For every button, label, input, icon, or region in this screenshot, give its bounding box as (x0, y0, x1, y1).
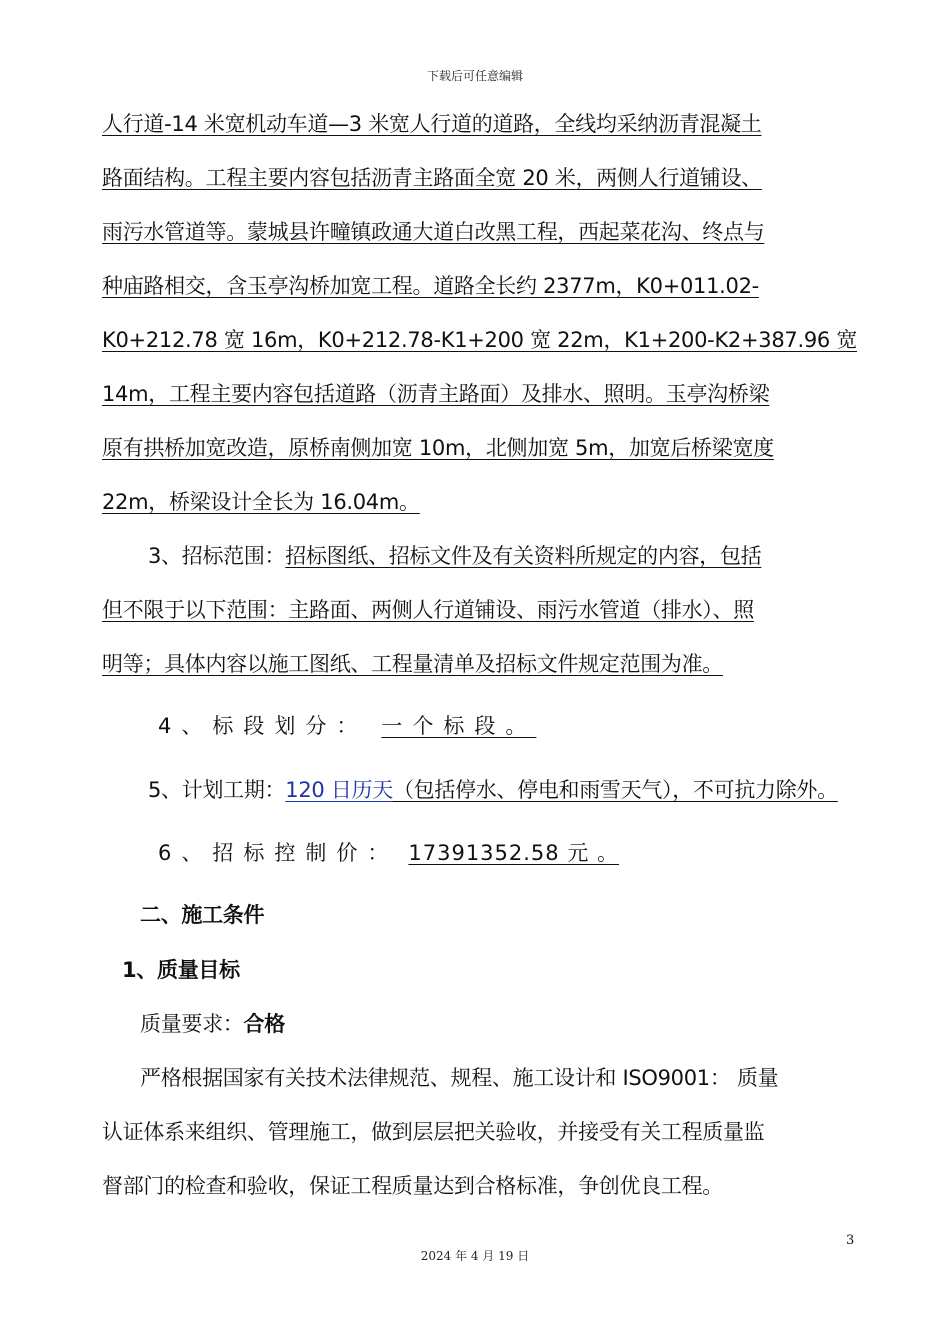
section-heading: 二、施工条件 (140, 903, 265, 927)
quality-text-line: 督部门的检查和验收，保证工程质量达到合格标准，争创优良工程。 (102, 1174, 723, 1198)
item-6-value: 17391352.58 元 。 (408, 841, 620, 865)
item-6 (158, 838, 619, 868)
quality-value: 合格 (243, 1012, 285, 1036)
page-number: 3 (846, 1233, 855, 1248)
item-6-label: 6、招标控制价： (158, 841, 399, 865)
paragraph-line: 路面结构。工程主要内容包括沥青主路面全宽 20 米，两侧人行道铺设、 (102, 166, 762, 190)
paragraph-line: 14m，工程主要内容包括道路（沥青主路面）及排水、照明。玉亭沟桥梁 (102, 382, 770, 406)
paragraph-line: K0+212.78 宽 16m，K0+212.78-K1+200 宽 22m，K1+200-K2+387.96 宽 (102, 328, 858, 352)
paragraph-line: 雨污水管道等。蒙城县许疃镇政通大道白改黑工程，西起菜花沟、终点与 (102, 220, 765, 244)
quality-label: 质量要求： (140, 1012, 244, 1036)
page-footer-date: 2024 年 4 月 19 日 (420, 1249, 530, 1263)
subsection-heading: 1、质量目标 (122, 958, 240, 982)
item-5-note: （包括停水、停电和雨雪天气），不可抗力除外。 (392, 778, 838, 802)
paragraph-line: 人行道-14 米宽机动车道—3 米宽人行道的道路，全线均采纳沥青混凝土 (102, 112, 762, 136)
item-4-value: 一个标段。 (381, 714, 537, 738)
item-3 (148, 541, 761, 571)
item-4-label: 4、标段划分： (158, 714, 368, 738)
item-3-line: 但不限于以下范围：主路面、两侧人行道铺设、雨污水管道（排水）、照 (102, 598, 754, 622)
item-5-label: 5、计划工期： (148, 778, 286, 802)
item-3-text: 招标图纸、招标文件及有关资料所规定的内容，包括 (285, 544, 762, 568)
paragraph-line: 种庙路相交，含玉亭沟桥加宽工程。道路全长约 2377m，K0+011.02- (102, 274, 759, 298)
item-5 (148, 775, 838, 805)
item-5-duration: 120 日历天 (285, 778, 393, 802)
item-3-label: 3、招标范围： (148, 544, 286, 568)
paragraph-line: 原有拱桥加宽改造，原桥南侧加宽 10m，北侧加宽 5m，加宽后桥梁宽度 (102, 436, 774, 460)
quality-text-line: 认证体系来组织、管理施工，做到层层把关验收，并接受有关工程质量监 (102, 1120, 765, 1144)
quality-text-line: 严格根据国家有关技术法律规范、规程、施工设计和 ISO9001： 质量 (140, 1066, 779, 1090)
item-3-line: 明等；具体内容以施工图纸、工程量清单及招标文件规定范围为准。 (102, 652, 723, 676)
item-4 (158, 711, 536, 741)
quality-requirement (140, 1009, 285, 1039)
page-header: 下载后可任意编辑 (426, 69, 523, 83)
paragraph-line: 22m，桥梁设计全长为 16.04m。 (102, 490, 420, 514)
